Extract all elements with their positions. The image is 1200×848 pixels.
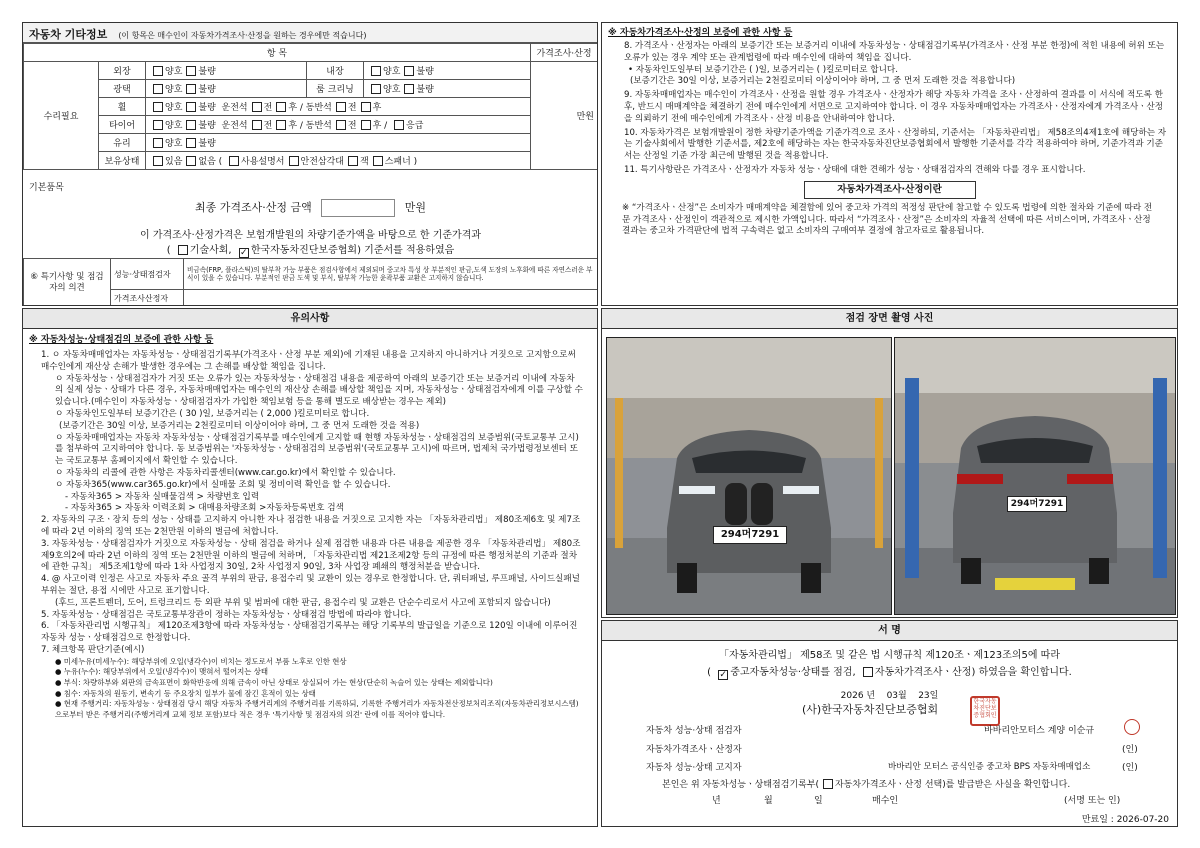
manual-label: 사용설명서 bbox=[241, 157, 285, 167]
note-1h: - 자동차365 > 자동차 실매물검색 > 차량번호 입력 bbox=[65, 491, 260, 502]
perf-checker-label: 성능·상태점검자 bbox=[111, 259, 184, 290]
good-label: 양호 bbox=[165, 67, 183, 77]
note-7d: ● 침수: 자동차의 원동기, 변속기 등 주요장치 일부가 물에 잠긴 흔적이 있는 상태 bbox=[55, 688, 316, 698]
have-checkbox[interactable] bbox=[153, 156, 163, 166]
triangle-label: 안전삼각대 bbox=[300, 157, 344, 167]
confirm-tail: 하였음을 확인합니다. bbox=[978, 667, 1072, 678]
rear-label: 후 bbox=[288, 121, 298, 131]
checker-seal-icon bbox=[1124, 719, 1140, 735]
gloss-bad-checkbox[interactable] bbox=[186, 84, 196, 94]
price-guarantee-section bbox=[601, 22, 1178, 306]
buyer-label: 매수인 bbox=[872, 796, 899, 806]
exterior-bad-checkbox[interactable] bbox=[186, 66, 196, 76]
final-price-unit: 만원 bbox=[404, 201, 426, 214]
wheel-pass-rear-checkbox[interactable] bbox=[361, 102, 371, 112]
note-5: 5. 자동차성능ㆍ상태점검은 국토교통부장관이 정하는 자동차성능ㆍ상태점검 방법에 따라야 합니다. bbox=[41, 609, 412, 620]
glass-good-checkbox[interactable] bbox=[153, 138, 163, 148]
buyer-sign: (서명 또는 인) bbox=[1064, 796, 1121, 806]
price-unit: 만원 bbox=[531, 62, 598, 170]
note-4: 4. @ 사고이력 인정은 사고로 자동차 주요 골격 부위의 판금, 용접수리 및 교환이 있는 경우로 한정합니다. 단, 쿼터패널, 루프패널, 사이드실패널 부위는 절단, 용접 시에만 사고로 표기합니다. bbox=[41, 574, 580, 596]
note-7e: ● 현재 주행거리: 자동차성능ㆍ상태점검 당시 해당 자동차 주행거리계의 주행거리를 기록하되, 기록한 주행거리가 자동차전산정보처리조직(자동차관리정보시스템)으로부터 받은 주행거리(주행거리계 교체 정보 포함)보다 적은 경우 '특기사항 및 점검자의 의견' 란에 이를 적어야 합니다. bbox=[55, 699, 579, 719]
notifier-label: 자동차 성능·상태 고지자 bbox=[646, 763, 742, 773]
definition-title: 자동차가격조사·산정이란 bbox=[804, 181, 976, 199]
note-7c: ● 부식: 차량하부와 외판의 금속표면이 화학반응에 의해 금속이 아닌 상태로 상실되어 가는 현상(단순히 녹슬어 있는 상태는 제외합니다) bbox=[55, 677, 493, 687]
notes-warning: ※ 자동차성능·상태점검의 보증에 관한 사항 등 bbox=[29, 335, 214, 345]
bad-label: 불량 bbox=[198, 121, 216, 131]
receipt-text: 본인은 위 자동차성능ㆍ상태점검기록부( bbox=[662, 780, 820, 790]
rear-license-plate: 294머7291 bbox=[1007, 496, 1067, 512]
wheel-pass-front-checkbox[interactable] bbox=[336, 102, 346, 112]
notes-section bbox=[22, 308, 598, 827]
passenger-label: 동반석 bbox=[305, 121, 332, 131]
note-2: 2. 자동차의 구조ㆍ장치 등의 성능ㆍ상태를 고지하지 아니한 자나 점검한 내용을 거짓으로 고지한 자는 「자동차관리법」 제80조제6호 및 제7조에 따라 2년 이하의 징역 또는 2천만원 이하의 벌금에 처합니다. bbox=[41, 515, 581, 537]
tire-bad-checkbox[interactable] bbox=[186, 120, 196, 130]
section-note: (이 항목은 매수인이 자동차가격조사·산정을 원하는 경우에만 적습니다) bbox=[118, 31, 367, 40]
good-label: 양호 bbox=[165, 121, 183, 131]
final-price-label: 최종 가격조사·산정 금액 bbox=[194, 201, 312, 214]
col-item-header: 항 목 bbox=[24, 44, 531, 62]
final-price-line bbox=[23, 199, 598, 217]
row-glass: 유리 bbox=[99, 134, 146, 152]
receipt-price-checkbox[interactable] bbox=[823, 779, 833, 789]
wheel-good-checkbox[interactable] bbox=[153, 102, 163, 112]
sign-date bbox=[602, 688, 1177, 701]
row-exterior: 외장 bbox=[99, 62, 146, 80]
room-clean-good-checkbox[interactable] bbox=[371, 84, 381, 94]
rear-car-drawing bbox=[895, 338, 1175, 614]
note-1b: ㅇ 자동차성능ㆍ상태점검자가 거짓 또는 오류가 있는 자동차성능ㆍ상태점검 내용을 제공하여 아래의 보증기간 또는 보증거리 이내에 자동차의 실제 성능ㆍ상태가 다른 경우, 자동차매매업자는 매수인의 재산상 손해를 배상할 책임을 지며, 자동차성능ㆍ상태점검자에게 이를 구상할 수 있습니다.(매수인이 자동차성능ㆍ상태점검자가 가입한 책임보험 등을 통해 별도로 배상받는 경우는 제외) bbox=[55, 373, 583, 408]
receipt-option: 자동차가격조사ㆍ산정 선택)를 발급받은 사실을 확인합니다. bbox=[835, 780, 1071, 790]
wheel-driver-rear-checkbox[interactable] bbox=[276, 102, 286, 112]
good-label: 양호 bbox=[165, 103, 183, 113]
none-checkbox[interactable] bbox=[186, 156, 196, 166]
good-label: 양호 bbox=[165, 85, 183, 95]
price-checker-sign-value: (인) bbox=[1122, 745, 1138, 755]
jack-checkbox[interactable] bbox=[348, 156, 358, 166]
note-1d: (보증기간은 30일 이상, 보증거리는 2천킬로미터 이상이어야 하며, 그 중 먼저 도래한 것을 적용) bbox=[59, 420, 420, 431]
checker-label: 자동차 성능·상태 점검자 bbox=[646, 726, 742, 736]
perf-check-label: 중고자동차성능·상태를 점검, bbox=[730, 667, 856, 678]
front-car-photo bbox=[606, 337, 892, 615]
basis-option2-checkbox[interactable]: ✓ bbox=[240, 248, 248, 258]
item-8: 8. 가격조사ㆍ산정자는 아래의 보증기간 또는 보증거리 이내에 자동차성능ㆍ상태점검기록부(가격조사ㆍ산정 부분 한정)에 적힌 내용에 허위 또는 오류가 있는 경우 계약 또는 관계법령에 따라 매수인에 대하여 책임을 집니다. bbox=[624, 41, 1165, 63]
note-1g: ㅇ 자동차365(www.car365.go.kr)에서 실매물 조회 및 정비이력 확인을 할 수 있습니다. bbox=[55, 479, 391, 490]
basis-option1-checkbox[interactable] bbox=[178, 245, 188, 255]
item-10: 10. 자동차가격은 보험개발원이 정한 차량기준가액을 기준가격으로 조사ㆍ산정하되, 기준서는 「자동차관리법」 제58조의4제1호에 해당하는 자는 기술사회에서 발행한 기준서를, 제2호에 해당하는 자는 한국자동차진단보증협회에서 발행한 기준서를 각각 적용하여야 하며, 기준가격과 기준서는 산정일 기준 가장 최근에 발행된 것을 적용합니다. bbox=[624, 127, 1167, 162]
front-label: 전 bbox=[263, 121, 273, 131]
definition-text: ※ “가격조사ㆍ산정”은 소비자가 매매계약을 체결함에 있어 중고차 가격의 적정성 판단에 참고할 수 있도록 법령에 의한 절차와 기준에 따라 전문 가격조사ㆍ산정인이 객관적으로 제시한 가액입니다. 따라서 “가격조사ㆍ산정”은 소비자의 자율적 선택에 따른 서비스이며, 가격조사ㆍ산정 결과는 중고차 가격판단에 법적 구속력은 없고 소비자의 구매여부 결정에 참고자료로 활용됩니다. bbox=[622, 202, 1153, 237]
rear-label: 후 bbox=[288, 103, 298, 113]
expiry-date: 만료일 : 2026-07-20 bbox=[1081, 815, 1169, 825]
gloss-good-checkbox[interactable] bbox=[153, 84, 163, 94]
bad-label: 불량 bbox=[198, 139, 216, 149]
col-price-header: 가격조사·산정 bbox=[531, 44, 598, 62]
none-label: 없음 bbox=[198, 157, 216, 167]
good-label: 양호 bbox=[383, 67, 401, 77]
note-1c: ㅇ 자동차인도일부터 보증기간은 ( 30 )일, 보증거리는 ( 2,000 )킬로미터로 합니다. bbox=[55, 408, 370, 419]
price-opinion-text bbox=[184, 290, 598, 307]
manual-checkbox[interactable] bbox=[229, 156, 239, 166]
price-check-checkbox[interactable] bbox=[863, 667, 873, 677]
repair-label: 수리필요 bbox=[24, 62, 99, 170]
stamp-text: 한국자동차진단보증협회인 bbox=[973, 698, 997, 719]
wheel-driver-front-checkbox[interactable] bbox=[252, 102, 262, 112]
bad-label: 불량 bbox=[198, 103, 216, 113]
day-unit: 일 bbox=[929, 691, 939, 701]
basis-options: ( 기술사회, ✓ 한국자동차진단보증협회) 기준서를 적용하였음 bbox=[166, 245, 455, 258]
passenger-label: 동반석 bbox=[305, 103, 332, 113]
spanner-checkbox[interactable] bbox=[373, 156, 383, 166]
driver-label: 운전석 bbox=[221, 103, 248, 113]
photos-section bbox=[601, 308, 1178, 618]
year-unit: 년 bbox=[866, 691, 876, 701]
bad-label: 불량 bbox=[198, 85, 216, 95]
glass-bad-checkbox[interactable] bbox=[186, 138, 196, 148]
basis-tail: 기준서를 적용하였음 bbox=[364, 245, 455, 256]
bottom-year: 년 bbox=[712, 796, 721, 806]
notifier-value: 바바리안 모터스 공식인증 중고차 BPS 자동차매매업소 bbox=[888, 762, 1091, 772]
basic-items-label: 기본품목 bbox=[29, 183, 64, 193]
rear-label: 후 bbox=[372, 121, 382, 131]
sign-month: 03 bbox=[886, 691, 899, 701]
perf-check-checkbox[interactable]: ✓ bbox=[719, 670, 727, 680]
month-unit: 월 bbox=[898, 691, 907, 701]
basis-option1-label: 기술사회, bbox=[189, 245, 232, 256]
front-label: 전 bbox=[263, 103, 273, 113]
tire-driver-rear-checkbox[interactable] bbox=[276, 120, 286, 130]
item-9: 9. 자동차매매업자는 매수인이 가격조사ㆍ산정을 원할 경우 가격조사ㆍ산정자가 해당 자동차 가격을 조사ㆍ산정하여 결과를 이 서식에 적도록 한 후, 반드시 매매계약을 체결하기 전에 매수인에게 서면으로 고지하여야 합니다. 이 경우 자동차매매업자는 가격조사ㆍ산정자에게 가격조사ㆍ산정을 의뢰하기 전에 매수인에게 가격조사ㆍ산정 비용을 안내하여야 합니다. bbox=[624, 90, 1164, 124]
room-clean-bad-checkbox[interactable] bbox=[404, 84, 414, 94]
special-table bbox=[23, 258, 598, 306]
jack-label: 잭 bbox=[359, 157, 369, 167]
note-7a: ● 미세누유(미세누수): 해당부위에 오일(냉각수)이 비치는 정도로서 부품 노후로 인한 현상 bbox=[55, 656, 347, 666]
good-label: 양호 bbox=[383, 85, 401, 95]
emergency-label: 응급 bbox=[406, 121, 424, 131]
bad-label: 불량 bbox=[416, 67, 434, 77]
front-label: 전 bbox=[347, 103, 357, 113]
price-checker-sign-label: 자동차가격조사ㆍ산정자 bbox=[646, 745, 742, 755]
row-tire: 타이어 bbox=[99, 116, 146, 134]
special-label: ⑥ 특기사항 및 점검자의 의견 bbox=[24, 259, 111, 307]
notifier-seal: (인) bbox=[1122, 763, 1138, 773]
row-room-clean: 룸 크리닝 bbox=[307, 80, 364, 98]
interior-good-checkbox[interactable] bbox=[371, 66, 381, 76]
note-7: 7. 체크항목 판단기준(예시) bbox=[41, 644, 145, 655]
org-seal-stamp bbox=[970, 696, 1000, 726]
tire-good-checkbox[interactable] bbox=[153, 120, 163, 130]
item-8c: (보증기간은 30일 이상, 보증거리는 2천킬로미터 이상이어야 하며, 그 중 먼저 도래한 것을 적용합니다) bbox=[630, 76, 1016, 87]
good-label: 양호 bbox=[165, 139, 183, 149]
note-1e: ㅇ 자동차매매업자는 자동차 자동차성능ㆍ상태점검기록부를 매수인에게 고지할 때 현행 자동차성능ㆍ상태점검의 보증범위(국토교통부 고시)를 첨부하여 고지하여야 합니다. 동 보증범위는 '자동차성능ㆍ상태점검의 보증범위'(국토교통부 고시)에 따르며, 법제처 국가법령정보센터 또는 국토교통부 홈페이지에서 확인할 수 있습니다. bbox=[55, 432, 579, 467]
row-interior: 내장 bbox=[307, 62, 364, 80]
driver-label: 운전석 bbox=[221, 121, 248, 131]
price-guarantee-header: ※ 자동차가격조사·산정의 보증에 관한 사항 등 bbox=[608, 28, 793, 38]
bad-label: 불량 bbox=[198, 67, 216, 77]
org-name: (사)한국자동차진단보증협회 bbox=[802, 703, 939, 716]
item-11: 11. 특기사항란은 가격조사ㆍ산정자가 자동차 성능ㆍ상태에 대한 견해가 성능ㆍ상태점검자의 견해와 다를 경우 표시합니다. bbox=[624, 164, 1086, 175]
price-checker-label: 가격조사산정자 bbox=[111, 290, 184, 307]
row-gloss: 광택 bbox=[99, 80, 146, 98]
wheel-bad-checkbox[interactable] bbox=[186, 102, 196, 112]
note-7b: ● 누유(누수): 해당부위에서 오일(냉각수)이 맺혀서 떨어지는 상태 bbox=[55, 667, 269, 677]
price-check-label: 자동차가격조사ㆍ산정) bbox=[874, 667, 976, 678]
sign-year: 2026 bbox=[840, 691, 864, 701]
tire-emergency-checkbox[interactable] bbox=[394, 120, 404, 130]
note-3: 3. 자동차성능ㆍ상태점검자가 거짓으로 자동차성능ㆍ상태 점검을 하거나 실제 점검한 내용과 다른 내용을 제공한 경우 「자동차관리법」 제80조제9호의2에 따라 2년 이하의 징역 또는 2천만원 이하의 벌금에 처하며, 「자동차관리법 제21조제2항 등의 규정에 따른 행정처분의 기준과 절차에 관한 규칙」 제5조제1항에 따라 1차 사업정지 30일, 2차 사업정지 90일, 3차 사업장 폐쇄의 행정처분을 받습니다. bbox=[41, 538, 581, 573]
vehicle-extra-info-section bbox=[22, 22, 598, 306]
item-8b: • 자동차인도일부터 보증기간은 ( )일, 보증거리는 ( )킬로미터로 합니다. bbox=[628, 64, 898, 75]
receipt-line bbox=[662, 777, 1070, 790]
tire-driver-front-checkbox[interactable] bbox=[252, 120, 262, 130]
photos-header: 점검 장면 촬영 사진 bbox=[602, 309, 1177, 329]
spanner-label: 스패너 bbox=[384, 157, 411, 167]
bottom-day: 일 bbox=[814, 796, 823, 806]
checker-value: 바바리안모터스 계양 이순규 bbox=[984, 726, 1095, 736]
basis-line: 이 가격조사·산정가격은 보험개발원의 차량기준가액을 바탕으로 한 기준가격과 bbox=[139, 230, 482, 241]
sign-day: 23 bbox=[918, 691, 930, 701]
note-1i: - 자동차365 > 자동차 이력조회 > 대매용차량조회 >자동차등록번호 검색 bbox=[65, 503, 344, 514]
section-title: 자동차 기타정보 bbox=[29, 28, 108, 41]
rear-car-photo bbox=[894, 337, 1176, 615]
note-4b: (후드, 프론트펜더, 도어, 트렁크리드 등 외판 부위 및 범퍼에 대한 판금, 용접수리 및 교환은 단순수리로서 사고에 포함되지 않습니다) bbox=[55, 597, 551, 608]
exterior-good-checkbox[interactable] bbox=[153, 66, 163, 76]
row-wheel: 휠 bbox=[99, 98, 146, 116]
final-price-input[interactable] bbox=[321, 199, 395, 217]
notes-header: 유의사항 bbox=[23, 309, 597, 329]
note-1: 1. ㅇ 자동차매매업자는 자동차성능ㆍ상태점검기록부(가격조사ㆍ산정 부분 제외)에 기재된 내용을 고지하지 아니하거나 거짓으로 고지함으로써 매수인에게 재산상 손해가 발생한 경우에는 그 손해를 배상할 책임을 집니다. bbox=[41, 350, 576, 372]
front-license-plate: 294머7291 bbox=[713, 526, 787, 544]
bottom-month: 월 bbox=[764, 796, 773, 806]
tire-pass-rear-checkbox[interactable] bbox=[361, 120, 371, 130]
triangle-checkbox[interactable] bbox=[289, 156, 299, 166]
rear-label: 후 bbox=[372, 103, 382, 113]
basis-option2-label: 한국자동차진단보증협회 bbox=[250, 245, 358, 256]
row-possession: 보유상태 bbox=[99, 152, 146, 170]
perf-opinion-text: 비금속(FRP, 플라스틱)의 탈부착 가능 부품은 점검사항에서 제외되며 중고차 특성 상 부분적인 판금,도색 도장의 노후화에 따른 자연스러운 부식이 있을 수 있습니다. 부분적인 판금 도색 및 부식, 탈부착 가능한 윤곽부품 교환은 고지하지 않습니다. bbox=[184, 259, 598, 290]
interior-bad-checkbox[interactable] bbox=[404, 66, 414, 76]
confirm-line: ( ✓ 중고자동차성능·상태를 점검, 자동차가격조사ㆍ산정) 하였음을 확인합니다. bbox=[707, 667, 1072, 680]
note-1f: ㅇ 자동차의 리콜에 관한 사항은 자동차리콜센터(www.car.go.kr)에서 확인할 수 있습니다. bbox=[55, 467, 396, 478]
have-label: 있음 bbox=[165, 157, 183, 167]
front-car-drawing bbox=[607, 338, 891, 614]
front-label: 전 bbox=[347, 121, 357, 131]
bad-label: 불량 bbox=[416, 85, 434, 95]
signature-section bbox=[601, 620, 1178, 827]
note-6: 6. 「자동차관리법 시행규칙」 제120조제3항에 따라 자동차성능ㆍ상태점검기록부는 해당 기록부의 발급일을 기준으로 120일 이내에 이루어진 자동차 성능ㆍ상태점검으로 한정합니다. bbox=[41, 621, 578, 644]
notes-list bbox=[23, 348, 597, 720]
signature-header: 서 명 bbox=[602, 621, 1177, 641]
extra-info-table: 항 목 가격조사·산정 수리필요 외장 양호 불량 내장 양호 불량 만원 광택 양호 불량 룸 크리닝 양호 불량 휠 양호 불량 운전석 전 후 / 동반석 전 후 타이어 양호 불량 운전석 전 후 / 동반석 전 후 / 응급 유리 양호 불량 보유상태 있음 없음 ( 사용설명서 안전삼각대 잭 스패너 ) bbox=[23, 43, 598, 170]
law-line: 「자동차관리법」 제58조 및 같은 법 시행규칙 제120조ㆍ제123조의5에 따라 bbox=[718, 650, 1060, 661]
tire-pass-front-checkbox[interactable] bbox=[336, 120, 346, 130]
